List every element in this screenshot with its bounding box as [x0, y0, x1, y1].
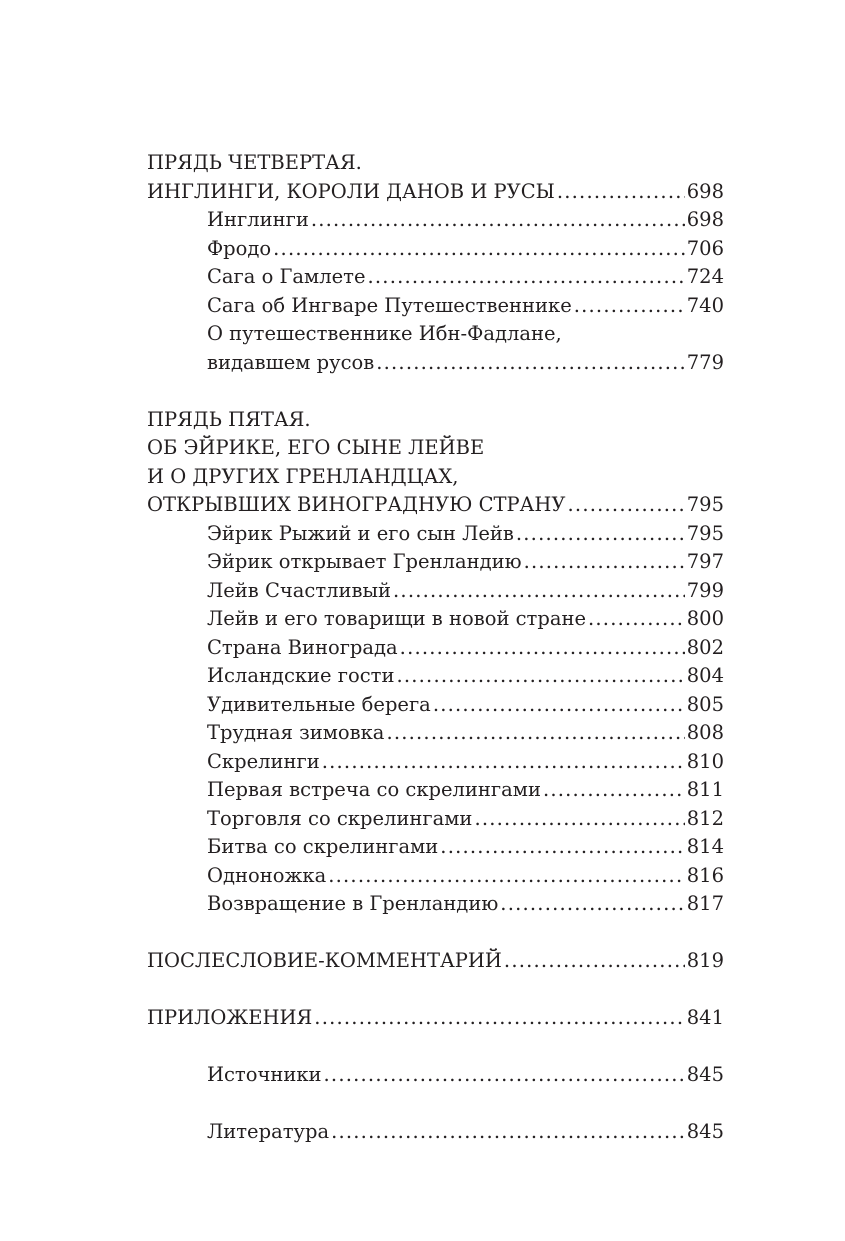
dot-leader: [368, 263, 685, 292]
toc-entry-part5[interactable]: [147, 491, 724, 520]
dot-leader: [331, 1118, 685, 1147]
toc-entry-line1[interactable]: [147, 320, 724, 349]
toc-entry[interactable]: [147, 548, 724, 577]
dot-leader: [324, 1061, 685, 1090]
toc-entry-sources[interactable]: [147, 1061, 724, 1090]
page-number: 797: [686, 550, 724, 573]
dot-leader: [504, 947, 685, 976]
page-number: 698: [686, 208, 724, 231]
entry-title: Сага о Гамлете: [207, 265, 366, 288]
toc-entry-part4[interactable]: [147, 178, 724, 207]
page-number: 795: [686, 521, 724, 545]
toc-entry-literature[interactable]: [147, 1118, 724, 1147]
dot-leader: [328, 862, 685, 891]
entry-title: Страна Винограда: [207, 635, 398, 659]
dot-leader: [322, 748, 685, 777]
page-number: 808: [686, 721, 724, 744]
part5-heading-text: ОБ ЭЙРИКЕ, ЕГО СЫНЕ ЛЕЙВЕ: [147, 436, 485, 459]
toc-entry[interactable]: [147, 805, 724, 834]
entry-title: Скрелинги: [207, 749, 320, 773]
part4-heading: [147, 149, 724, 178]
entry-title: Инглинги: [207, 208, 309, 231]
page-number: 805: [686, 692, 724, 716]
entry-title: Исландские гости: [207, 664, 395, 687]
page-number: 819: [686, 949, 724, 972]
page-number: 845: [686, 1120, 724, 1143]
page-number: 795: [686, 493, 724, 516]
entry-title: ОТКРЫВШИХ ВИНОГРАДНУЮ СТРАНУ: [147, 493, 566, 516]
entry-title: О путешественнике Ибн-Фадлане,: [207, 322, 562, 345]
dot-leader: [433, 691, 685, 720]
toc-entry[interactable]: [147, 691, 724, 720]
toc-entry[interactable]: [147, 577, 724, 606]
dot-leader: [386, 719, 684, 748]
toc-entry-afterword[interactable]: [147, 947, 724, 976]
part5-heading-line2: [147, 434, 724, 463]
page-number: 740: [686, 293, 724, 317]
spacer: [147, 976, 724, 1005]
entry-title: Эйрик Рыжий и его сын Лейв: [207, 521, 514, 545]
entry-title: Лейв и его товарищи в новой стране: [207, 607, 586, 630]
toc-entry[interactable]: [147, 235, 724, 264]
entry-title: Одноножка: [207, 863, 327, 887]
toc-entry[interactable]: [147, 206, 724, 235]
page-number: 816: [686, 863, 724, 887]
dot-leader: [440, 833, 684, 862]
page-number: 800: [686, 607, 724, 630]
page-number: 817: [686, 892, 724, 915]
dot-leader: [516, 520, 685, 549]
part5-heading-line3: [147, 463, 724, 492]
toc-entry[interactable]: [147, 292, 724, 321]
dot-leader: [524, 548, 685, 577]
dot-leader: [474, 805, 684, 834]
toc-entry-line2[interactable]: [147, 349, 724, 378]
page-number: 724: [686, 265, 724, 288]
table-of-contents: [147, 149, 724, 1147]
spacer: [147, 1090, 724, 1119]
dot-leader: [557, 178, 685, 207]
page-number: 799: [686, 578, 724, 602]
entry-title: Первая встреча со скрелингами: [207, 778, 541, 801]
toc-entry[interactable]: [147, 862, 724, 891]
entry-title: Торговля со скрелингами: [207, 806, 473, 830]
toc-entry[interactable]: [147, 605, 724, 634]
dot-leader: [376, 349, 685, 378]
toc-entry[interactable]: [147, 719, 724, 748]
entry-title: видавшем русов: [207, 350, 375, 374]
page-number: 812: [686, 806, 724, 830]
toc-entry[interactable]: [147, 833, 724, 862]
dot-leader: [396, 662, 684, 691]
toc-entry[interactable]: [147, 634, 724, 663]
page-number: 706: [686, 236, 724, 260]
toc-entry[interactable]: [147, 776, 724, 805]
entry-title: ПРИЛОЖЕНИЯ: [147, 1006, 313, 1029]
entry-title: Лейв Счастливый: [207, 578, 392, 602]
dot-leader: [273, 235, 685, 264]
dot-leader: [568, 491, 685, 520]
toc-entry[interactable]: [147, 748, 724, 777]
entry-title: Сага об Ингваре Путешественнике: [207, 293, 572, 317]
entry-title: Эйрик открывает Гренландию: [207, 550, 522, 573]
page-number: 779: [686, 350, 724, 374]
page-number: 814: [686, 835, 724, 858]
part5-heading-text: И О ДРУГИХ ГРЕНЛАНДЦАХ,: [147, 464, 459, 488]
entry-title: Битва со скрелингами: [207, 835, 439, 858]
toc-entry-appendices[interactable]: [147, 1004, 724, 1033]
page-number: 810: [686, 749, 724, 773]
entry-title: Удивительные берега: [207, 692, 431, 716]
dot-leader: [400, 634, 685, 663]
dot-leader: [500, 890, 684, 919]
dot-leader: [393, 577, 685, 606]
toc-entry[interactable]: [147, 890, 724, 919]
dot-leader: [314, 1004, 684, 1033]
entry-title: Источники: [207, 1063, 322, 1086]
toc-entry[interactable]: [147, 662, 724, 691]
entry-title: Фродо: [207, 236, 272, 260]
dot-leader: [311, 206, 685, 235]
entry-title: Трудная зимовка: [207, 721, 385, 744]
dot-leader: [543, 776, 685, 805]
spacer: [147, 1033, 724, 1062]
part5-heading-line1: [147, 406, 724, 435]
part5-heading-text: ПРЯДЬ ПЯТАЯ.: [147, 407, 311, 431]
toc-entry[interactable]: [147, 520, 724, 549]
page-number: 841: [686, 1006, 724, 1029]
page-number: 811: [686, 778, 724, 801]
page-number: 845: [686, 1063, 724, 1086]
entry-title: ПОСЛЕСЛОВИЕ-КОММЕНТАРИЙ: [147, 949, 502, 972]
entry-title: Возвращение в Гренландию: [207, 892, 499, 915]
page-number: 698: [686, 179, 724, 203]
spacer: [147, 919, 724, 948]
dot-leader: [574, 292, 685, 321]
entry-title: Литература: [207, 1120, 330, 1143]
entry-title: ИНГЛИНГИ, КОРОЛИ ДАНОВ И РУСЫ: [147, 179, 555, 203]
part4-heading-text: ПРЯДЬ ЧЕТВЕРТАЯ.: [147, 151, 362, 174]
spacer: [147, 377, 724, 406]
dot-leader: [588, 605, 685, 634]
page-number: 804: [686, 664, 724, 687]
toc-entry[interactable]: [147, 263, 724, 292]
page-number: 802: [686, 635, 724, 659]
